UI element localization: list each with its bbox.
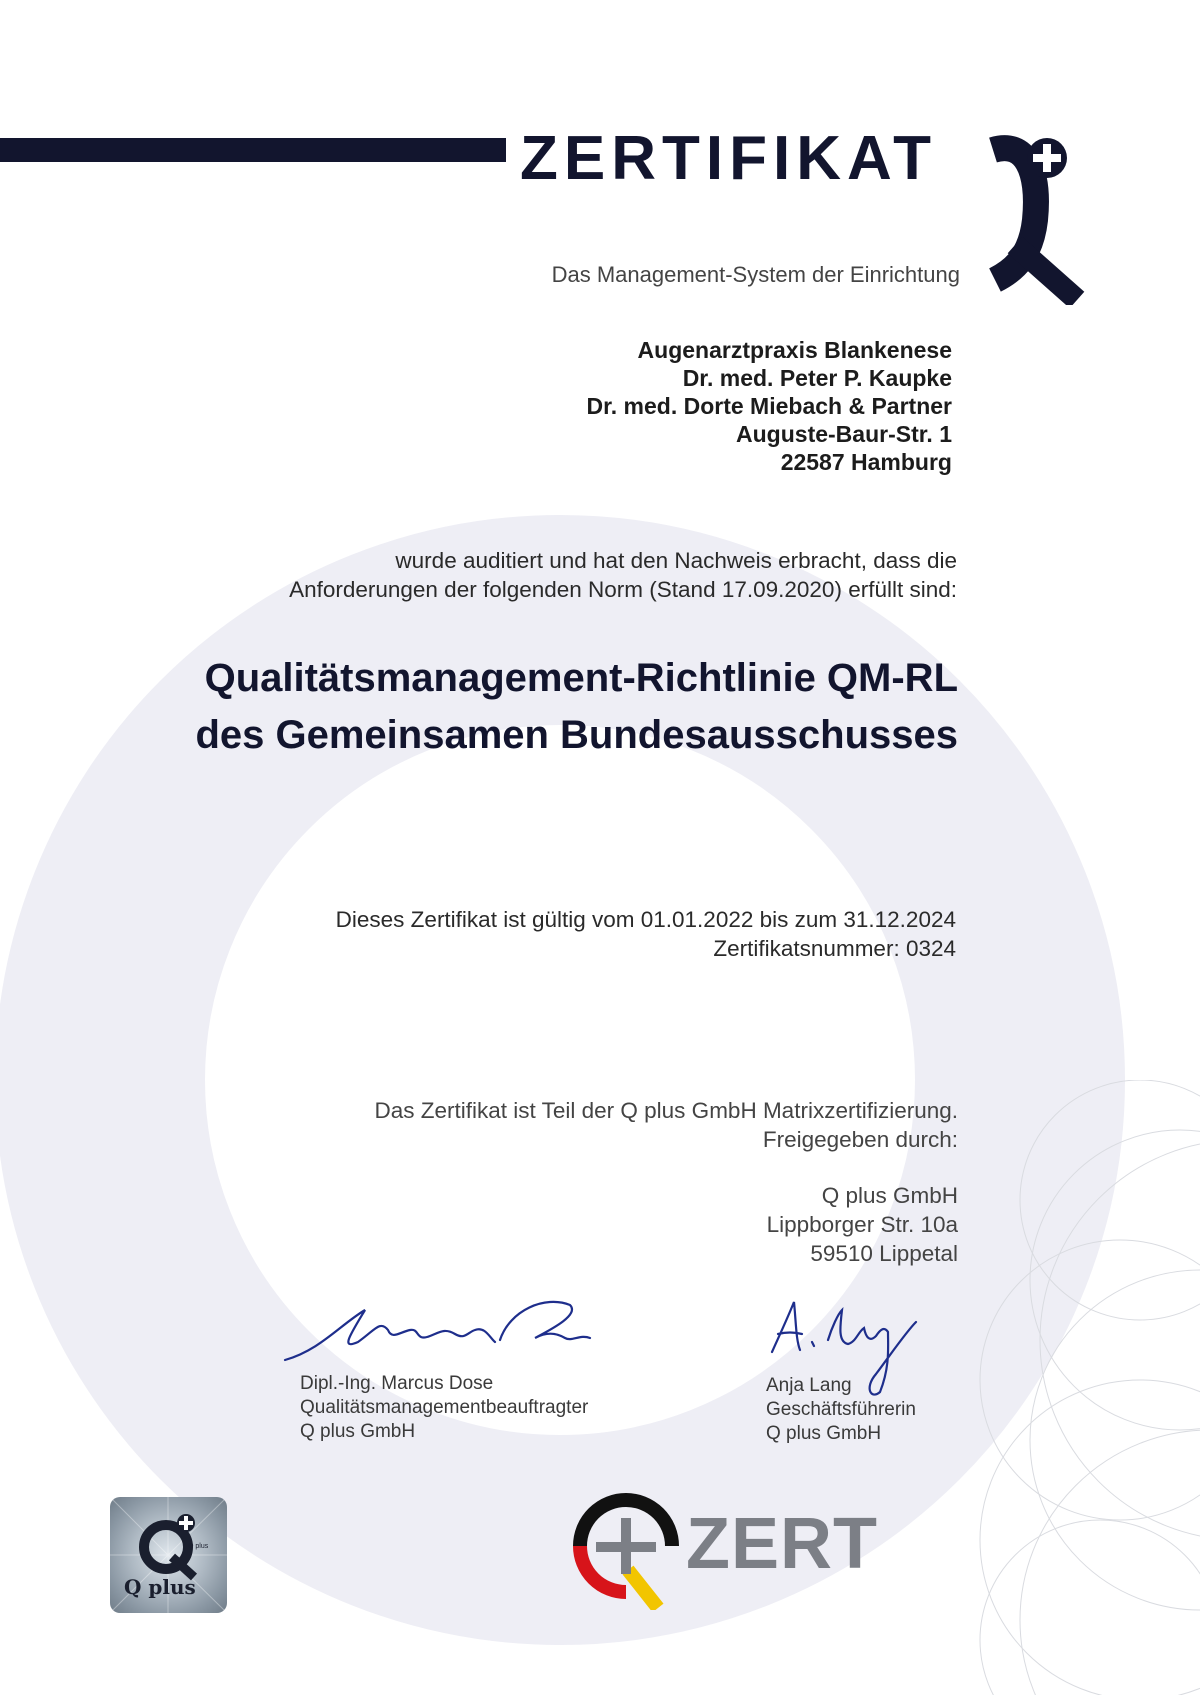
norm-title xyxy=(60,650,958,764)
signatory-left-name: Dipl.-Ing. Marcus Dose xyxy=(300,1373,494,1394)
signatory-right-role: Geschäftsführerin xyxy=(766,1399,916,1420)
organization-city: 22587 Hamburg xyxy=(780,449,952,475)
audit-line-2: Anforderungen der folgenden Norm (Stand 17.09.2020) erfüllt sind: xyxy=(289,577,957,602)
issuer-name: Q plus GmbH xyxy=(821,1183,958,1208)
signatory-right-company: Q plus GmbH xyxy=(766,1423,882,1444)
organization-doctor-1: Dr. med. Peter P. Kaupke xyxy=(682,365,952,391)
signatory-left-company: Q plus GmbH xyxy=(300,1421,416,1442)
organization-doctor-2: Dr. med. Dorte Miebach & Partner xyxy=(586,393,952,419)
issuer-city: 59510 Lippetal xyxy=(810,1241,958,1266)
issuer-address xyxy=(120,1181,958,1268)
certificate-subtitle: Das Management-System der Einrichtung xyxy=(551,262,960,287)
issuer-street: Lippborger Str. 10a xyxy=(766,1212,958,1237)
organization-address xyxy=(420,336,952,476)
header-bar xyxy=(0,138,506,162)
matrix-line-1: Das Zertifikat ist Teil der Q plus GmbH Matrixzertifizierung. xyxy=(374,1098,958,1123)
seal-small-label: Q plus xyxy=(188,1543,209,1550)
organization-name: Augenarztpraxis Blankenese xyxy=(637,337,952,363)
signatory-left xyxy=(300,1372,640,1444)
certificate-title: ZERTIFIKAT xyxy=(520,124,938,193)
hologram-seal xyxy=(110,1497,227,1613)
signatory-right-name: Anja Lang xyxy=(766,1375,852,1396)
validity-block xyxy=(120,905,956,963)
qzert-logo-text: ZERT xyxy=(686,1504,878,1584)
norm-line-2: des Gemeinsamen Bundesausschusses xyxy=(195,713,958,757)
seal-label: Q plus xyxy=(124,1575,196,1599)
organization-street: Auguste-Baur-Str. 1 xyxy=(736,421,952,447)
norm-line-1: Qualitätsmanagement-Richtlinie QM-RL xyxy=(204,656,958,700)
matrix-certification-note xyxy=(120,1096,958,1154)
certificate-number: Zertifikatsnummer: 0324 xyxy=(713,936,956,961)
signatory-left-role: Qualitätsmanagementbeauftragter xyxy=(300,1397,589,1418)
q-plus-logo-icon xyxy=(985,130,1085,305)
audit-statement xyxy=(120,546,957,604)
qzert-logo-icon xyxy=(566,1490,686,1610)
signature-marcus-dose xyxy=(280,1290,600,1370)
validity-period: Dieses Zertifikat ist gültig vom 01.01.2022 bis zum 31.12.2024 xyxy=(335,907,956,932)
matrix-line-2: Freigegeben durch: xyxy=(762,1127,958,1152)
signatory-right xyxy=(766,1374,1026,1446)
audit-line-1: wurde auditiert und hat den Nachweis erbracht, dass die xyxy=(395,548,957,573)
